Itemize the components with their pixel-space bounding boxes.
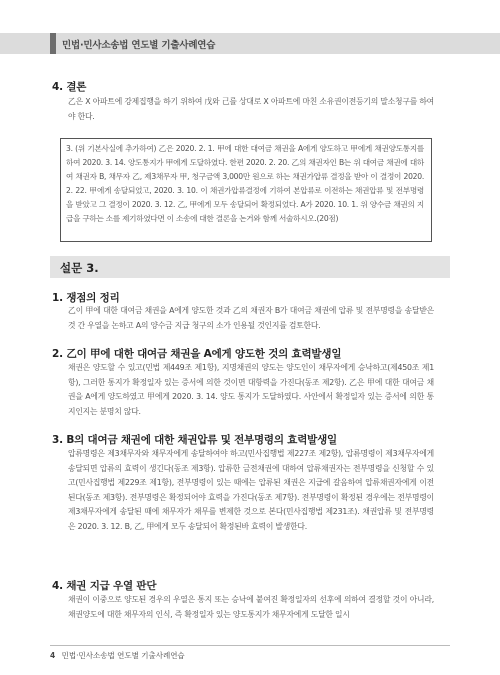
conclusion-heading: 4. 결론 bbox=[52, 81, 87, 93]
footer-rule bbox=[50, 645, 450, 646]
answer-section-title: 설문 3. bbox=[60, 261, 99, 275]
question-3-text: 3. (위 기본사실에 추가하여) 乙은 2020. 2. 1. 甲에 대한 대여금 채권을 A에게 양도하고 甲에게 채권양도통지를 하여 2020. 3. 14. 양도통지가 甲에게 도달하였다. 한편 2020. 2. 20. 乙의 채권자인 B는 위 대여금 채권에 대하여 채권자 B, 채무자 乙, 제3채무자 甲, 청구금액 3,000만 원으로 하는 채권가압류 결정을 받아 이 결정이 2020. 2. 22. 甲에게 송달되었고, 2020. 3. 10. 이 채권가압류결정에 기하여 본압류로 이전하는 채권압류 및 전부명령을 받았고 그 결정이 2020. 3. 12. 乙, 甲에게 모두 송달되어 확정되었다. A가 2020. 10. 1. 위 양수금 채권의 지급을 구하는 소를 제기하였다면 이 소송에 대한 결론을 논거와 함께 서술하시오.(20점) bbox=[66, 144, 424, 223]
conclusion-body: 乙은 X 아파트에 강제집행을 하기 위하여 戊와 己를 상대로 X 아파트에 마친 소유권이전등기의 말소청구를 하여야 한다. bbox=[68, 97, 434, 121]
item-3-body: 압류명령은 제3채무자와 채무자에게 송달하여야 하고(민사집행법 제227조 제2항), 압류명령이 제3채무자에게 송달되면 압류의 효력이 생긴다(동조 제3항). 압류한 금전채권에 대하여 압류채권자는 전부명령을 신청할 수 있고(민사집행법 제229조 제1항), 전부명령이 있는 때에는 압류된 채권은 지급에 갈음하여 압류채권자에게 이전된다(동조 제3항). 전부명령은 확정되어야 효력을 가진다(동조 제7항). 전부명령이 확정된 경우에는 전부명령이 제3채무자에게 송달된 때에 채무자가 채무를 변제한 것으로 본다(민사집행법 제231조). 채권압류 및 전부명령은 2020. 3. 12. B, 乙, 甲에게 모두 송달되어 확정된바 효력이 발생한다. bbox=[68, 449, 434, 531]
item-4-body: 채권이 이중으로 양도된 경우의 우열은 통지 또는 승낙에 붙여진 확정일자의 선후에 의하여 결정할 것이 아니라, 채권양도에 대한 채무자의 인식, 즉 확정일자 있는 양도통지가 채무자에게 도달한 일시 bbox=[68, 595, 434, 619]
header-tab-marker bbox=[50, 33, 56, 54]
item-1-heading: 1. 쟁점의 정리 bbox=[52, 292, 120, 304]
item-2-body: 채권은 양도할 수 있고(민법 제449조 제1항), 지명채권의 양도는 양도인이 채무자에게 승낙하고(제450조 제1항), 그러한 통지가 확정일자 있는 증서에 의한 것이면 대항력을 가진다(동조 제2항). 乙은 甲에 대한 대여금 채권을 A에게 양도하였고 甲에게 2020. 3. 14. 양도 통지가 도달하였다. 사안에서 확정일자 있는 증서에 의한 통지인지는 분명치 않다. bbox=[68, 363, 434, 416]
answer-section-band bbox=[50, 256, 450, 278]
item-4-heading: 4. 채권 지급 우열 판단 bbox=[52, 580, 157, 592]
footer-page-number: 4 bbox=[50, 651, 56, 660]
footer-title: 민법·민사소송법 연도별 기출사례연습 bbox=[61, 651, 185, 660]
running-header-title: 민법·민사소송법 연도별 기출사례연습 bbox=[62, 40, 216, 51]
item-2-heading: 2. 乙이 甲에 대한 대여금 채권을 A에게 양도한 것의 효력발생일 bbox=[52, 348, 342, 360]
item-1-body: 乙이 甲에 대한 대여금 채권을 A에게 양도한 것과 乙의 채권자 B가 대여금 채권에 압류 및 전부명령을 송달받은 것 간 우열을 논하고 A의 양수금 지급 청구의 소가 인용될 것인지를 검토한다. bbox=[68, 306, 434, 330]
item-3-heading: 3. B의 대여금 채권에 대한 채권압류 및 전부명령의 효력발생일 bbox=[52, 434, 337, 446]
footer bbox=[50, 650, 185, 661]
